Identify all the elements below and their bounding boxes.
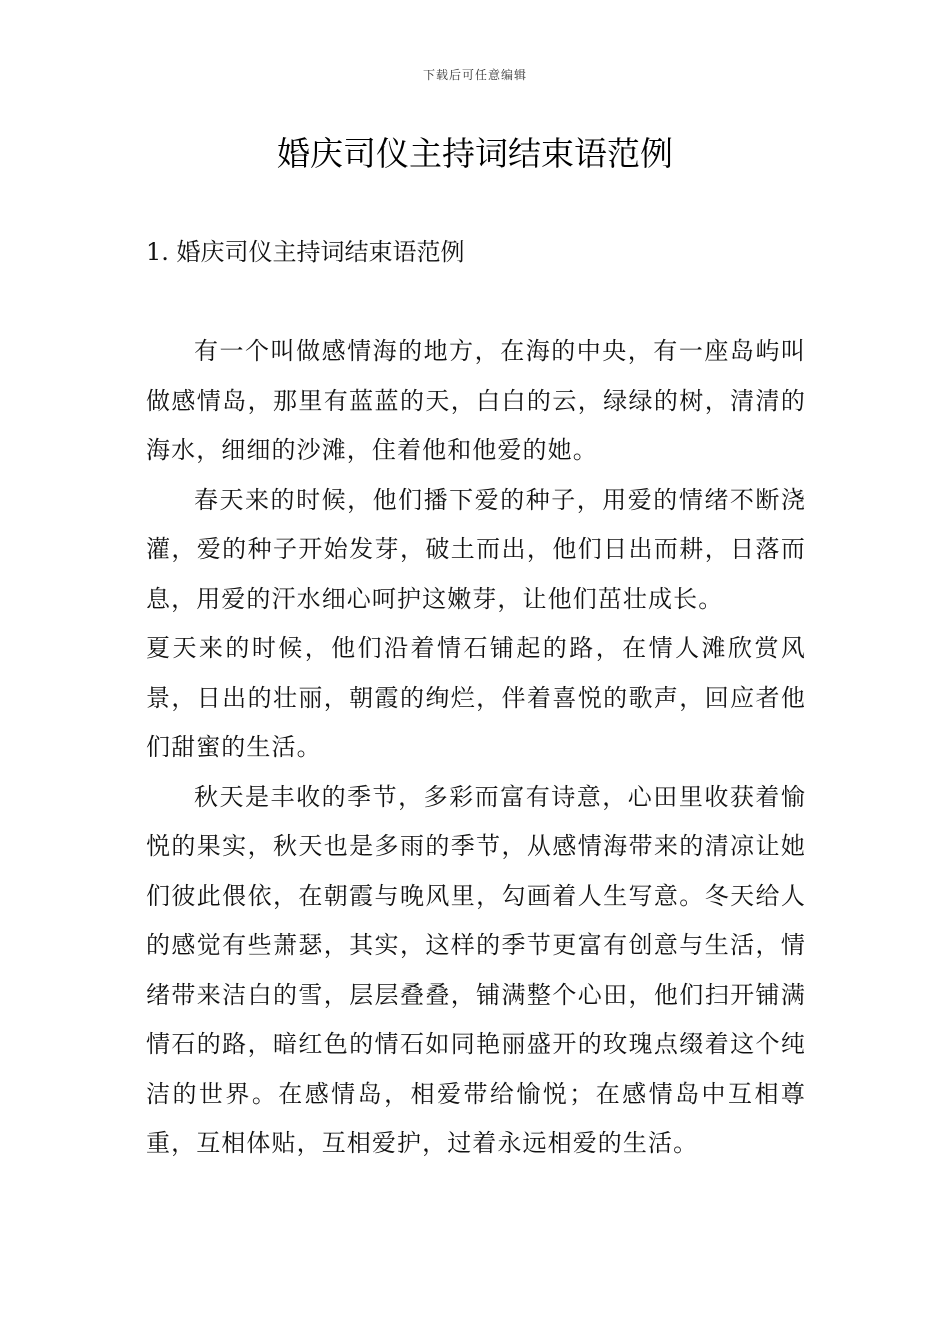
section-heading: 1. 婚庆司仪主持词结束语范例: [146, 238, 465, 266]
paragraph: 春天来的时候，他们播下爱的种子，用爱的情绪不断浇灌，爱的种子开始发芽，破土而出，他们日出而耕，日落而息，用爱的汗水细心呵护这嫩芽，让他们茁壮成长。: [146, 485, 806, 613]
paragraph: 有一个叫做感情海的地方，在海的中央，有一座岛屿叫做感情岛，那里有蓝蓝的天，白白的云，绿绿的树，清清的海水，细细的沙滩，住着他和他爱的她。: [146, 337, 806, 464]
paragraph: 夏天来的时候，他们沿着情石铺起的路，在情人滩欣赏风景，日出的壮丽，朝霞的绚烂，伴着喜悦的歌声，回应者他们甜蜜的生活。: [146, 634, 806, 761]
document-body: [146, 327, 806, 1169]
header-note: 下载后可任意编辑: [422, 68, 527, 82]
document-title: 婚庆司仪主持词结束语范例: [277, 134, 673, 173]
paragraph: 秋天是丰收的季节，多彩而富有诗意，心田里收获着愉悦的果实，秋天也是多雨的季节，从感情海带来的清凉让她们彼此偎依，在朝霞与晚风里，勾画着人生写意。冬天给人的感觉有些萧瑟，其实，这样的季节更富有创意与生活，情绪带来洁白的雪，层层叠叠，铺满整个心田，他们扫开铺满情石的路，暗红色的情石如同艳丽盛开的玫瑰点缀着这个纯洁的世界。在感情岛，相爱带给愉悦；在感情岛中互相尊重，互相体贴，互相爱护，过着永远相爱的生活。: [146, 782, 806, 1157]
